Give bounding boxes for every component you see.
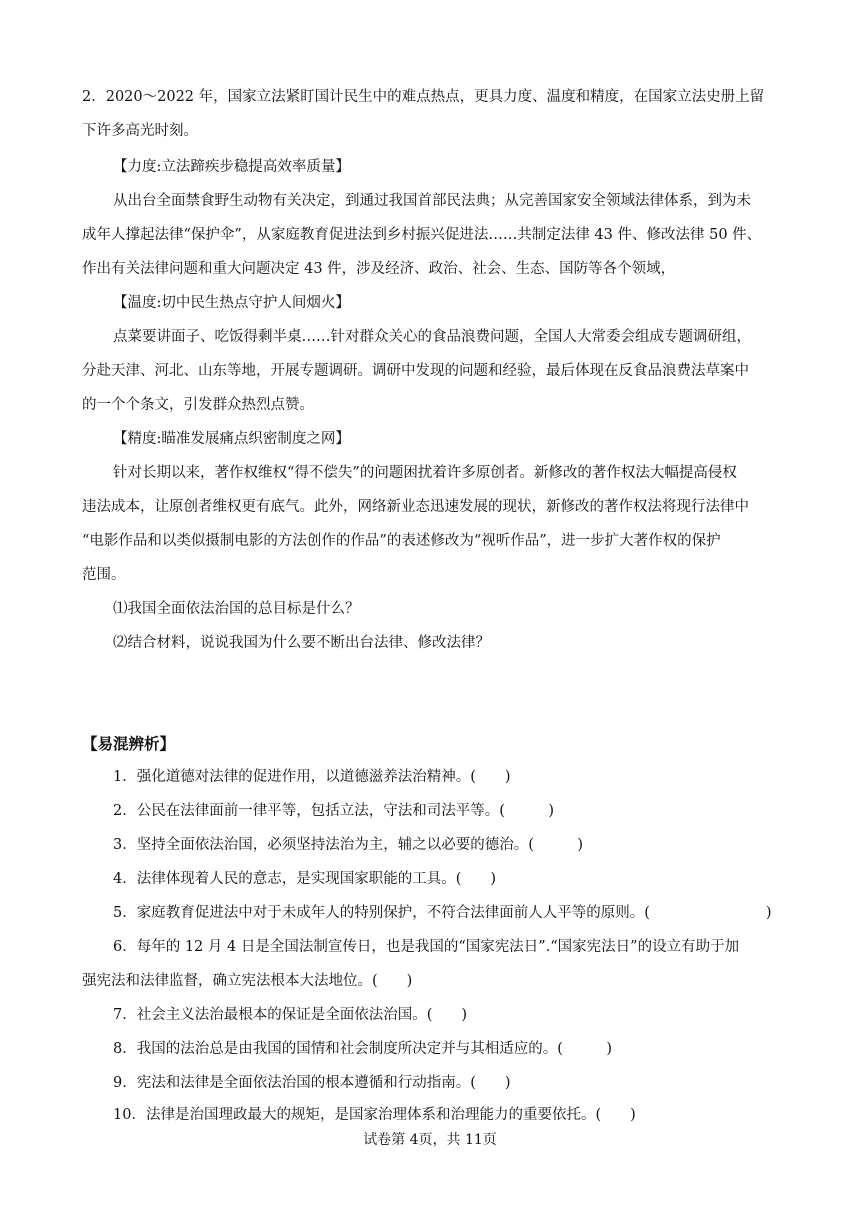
section-strength-line1: 从出台全面禁食野生动物有关决定，到通过我国首部民法典；从完善国家安全领域法律体系，到为未 xyxy=(113,193,751,209)
judgement-item-2: 2．公民在法律面前一律平等，包括立法，守法和司法平等。( ) xyxy=(113,803,555,819)
judgement-item-6-line1: 6．每年的 12 月 4 日是全国法制宣传日，也是我国的“国家宪法日”.“国家宪法日”的设立有助于加 xyxy=(113,939,740,955)
judgement-item-10: 10．法律是治国理政最大的规矩，是国家治理体系和治理能力的重要依托。( ) xyxy=(113,1107,636,1123)
section-strength-line3: 作出有关法律问题和重大问题决定 43 件，涉及经济、政治、社会、生态、国防等各个领域， xyxy=(82,261,676,277)
judgement-item-6-line2: 强宪法和法律监督，确立宪法根本大法地位。( ) xyxy=(82,973,413,989)
judgement-item-5: 5．家庭教育促进法中对于未成年人的特别保护，不符合法律面前人人平等的原则。( ) xyxy=(113,905,772,921)
section-strength-line2: 成年人撑起法律“保护伞”，从家庭教育促进法到乡村振兴促进法……共制定法律 43 件、修改法律 50 件、 xyxy=(82,227,762,243)
sub-question-1: ⑴我国全面依法治国的总目标是什么？ xyxy=(113,601,360,617)
section-precision-line1: 针对长期以来，著作权维权“得不偿失”的问题困扰着许多原创者。新修改的著作权法大幅提高侵权 xyxy=(113,465,737,481)
page-footer: 试卷第 4页，共 11页 xyxy=(363,1132,497,1148)
judgement-item-3: 3．坚持全面依法治国，必须坚持法治为主，辅之以必要的德治。( ) xyxy=(113,837,584,853)
question-2-stem-line2: 下许多高光时刻。 xyxy=(82,123,198,139)
section-strength-title: 【力度:立法蹄疾步稳提高效率质量】 xyxy=(113,159,350,175)
judgement-item-1: 1．强化道德对法律的促进作用，以道德滋养法治精神。( ) xyxy=(113,769,511,785)
section-precision-line3: “电影作品和以类似摄制电影的方法创作的作品”的表述修改为“视听作品”，进一步扩大著作权的保护 xyxy=(82,533,721,549)
judgement-item-4: 4．法律体现着人民的意志，是实现国家职能的工具。( ) xyxy=(113,871,497,887)
section-precision-line2: 违法成本，让原创者维权更有底气。此外，网络新业态迅速发展的现状，新修改的著作权法将现行法律中 xyxy=(82,499,749,515)
question-2-stem-line1: 2．2020～2022 年，国家立法紧盯国计民生中的难点热点，更具力度、温度和精度，在国家立法史册上留 xyxy=(82,89,765,105)
section-warmth-line1: 点菜要讲面子、吃饭得剩半桌……针对群众关心的食品浪费问题，全国人大常委会组成专题调研组， xyxy=(113,329,751,345)
judgement-item-7: 7．社会主义法治最根本的保证是全面依法治国。( ) xyxy=(113,1007,468,1023)
judgement-item-9: 9．宪法和法律是全面依法治国的根本遵循和行动指南。( ) xyxy=(113,1075,511,1091)
judgement-item-8: 8．我国的法治总是由我国的国情和社会制度所决定并与其相适应的。( ) xyxy=(113,1041,613,1057)
section-heading-confusion-analysis: 【易混辨析】 xyxy=(82,735,176,753)
section-precision-title: 【精度:瞄准发展痛点织密制度之网】 xyxy=(113,431,350,447)
sub-question-2: ⑵结合材料，说说我国为什么要不断出台法律、修改法律？ xyxy=(113,635,490,651)
section-warmth-line2: 分赴天津、河北、山东等地，开展专题调研。调研中发现的问题和经验，最后体现在反食品浪费法草案中 xyxy=(82,363,749,379)
section-warmth-line3: 的一个个条文，引发群众热烈点赞。 xyxy=(82,397,314,413)
section-warmth-title: 【温度:切中民生热点守护人间烟火】 xyxy=(113,295,350,311)
section-precision-line4: 范围。 xyxy=(82,567,126,583)
